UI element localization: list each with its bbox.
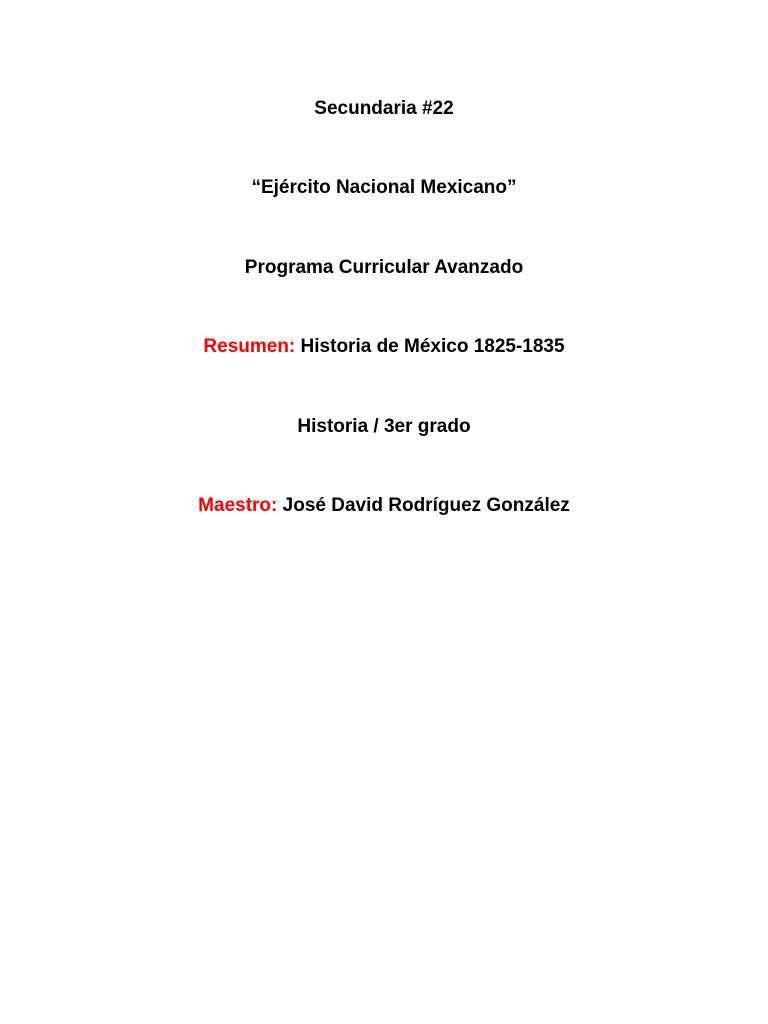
subject-grade: Historia / 3er grado — [297, 416, 471, 437]
teacher-label: Maestro: — [198, 495, 278, 516]
school-title: Secundaria #22 — [314, 98, 454, 119]
summary-line — [0, 335, 768, 359]
summary-value: Historia de México 1825-1835 — [300, 336, 565, 357]
program-title: Programa Curricular Avanzado — [244, 257, 524, 278]
summary-label: Resumen: — [203, 336, 296, 357]
teacher-line — [0, 494, 768, 518]
school-name: “Ejército Nacional Mexicano” — [251, 177, 517, 198]
teacher-value: José David Rodríguez González — [282, 495, 570, 516]
